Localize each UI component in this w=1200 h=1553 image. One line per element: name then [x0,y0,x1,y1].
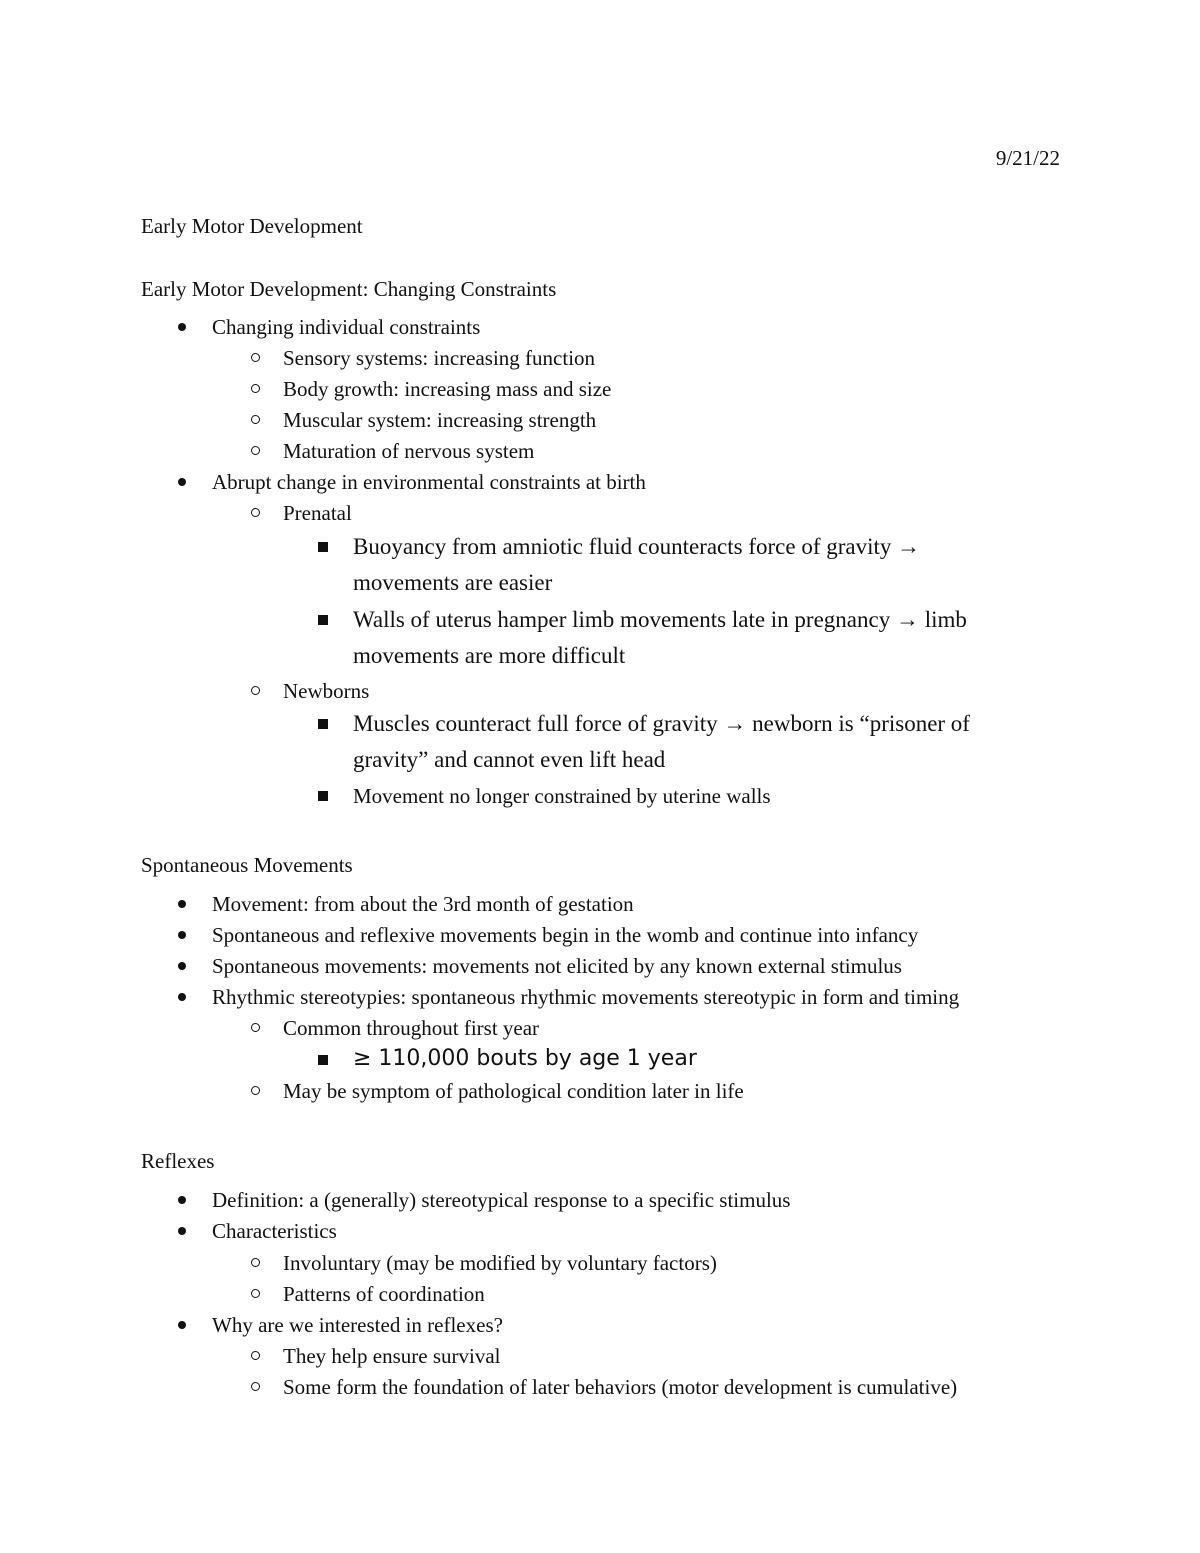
list-item [283,1372,957,1402]
bullet-disc-icon [178,931,186,939]
bullet-circle-icon [251,1258,260,1267]
list-item [283,1341,501,1371]
list-item-text: Prenatal [283,501,352,525]
list-item [283,1076,744,1106]
list-item [353,529,920,565]
bullet-disc-icon [178,1227,186,1235]
list-item-text: Characteristics [212,1219,337,1243]
document-title: Early Motor Development [141,214,363,238]
list-item [283,1279,485,1309]
list-item [353,706,970,742]
list-item [283,374,611,404]
list-item-text: Common throughout first year [283,1016,540,1040]
list-item [283,405,596,435]
list-item-text: Muscles counteract full force of gravity → newborn is “prisoner of [353,711,970,736]
bullet-circle-icon [251,1351,260,1360]
bullet-disc-icon [178,478,186,486]
bullet-circle-icon [251,384,260,393]
list-item-text: Why are we interested in reflexes? [212,1313,503,1337]
bullet-disc-icon [178,323,186,331]
list-item-text: Some form the foundation of later behaviors (motor development is cumulative) [283,1375,958,1399]
list-item-text: Changing individual constraints [212,315,481,339]
list-item [212,889,634,919]
bullet-circle-icon [251,353,260,362]
list-item-text: Abrupt change in environmental constraints at birth [212,470,646,494]
bullet-disc-icon [178,1321,186,1329]
list-item-text: ≥ 110,000 bouts by age 1 year [353,1046,697,1071]
list-item-continuation: gravity” and cannot even lift head [353,747,666,772]
list-item-text: Movement: from about the 3rd month of gestation [212,892,634,916]
list-item-text: Buoyancy from amniotic fluid counteracts force of gravity → [353,534,921,559]
bullet-circle-icon [251,446,260,455]
list-item-text: Involuntary (may be modified by voluntary factors) [283,1251,717,1275]
list-item [212,1185,790,1215]
bullet-circle-icon [251,1023,260,1032]
bullet-circle-icon [251,1289,260,1298]
list-item-text: Movement no longer constrained by uterine walls [353,784,771,808]
bullet-square-icon [318,719,328,729]
bullet-circle-icon [251,1382,260,1391]
bullet-circle-icon [251,1086,260,1095]
list-item [283,343,595,373]
bullet-square-icon [318,615,328,625]
list-item [283,436,534,466]
list-item-text: May be symptom of pathological condition later in life [283,1079,744,1103]
bullet-disc-icon [178,1196,186,1204]
list-item [353,781,771,811]
bullet-circle-icon [251,686,260,695]
list-item [283,1248,717,1278]
list-item-continuation: movements are more difficult [353,643,626,668]
list-item-text: Muscular system: increasing strength [283,408,597,432]
list-item [353,602,967,638]
bullet-disc-icon [178,900,186,908]
list-item-text: Definition: a (generally) stereotypical response to a specific stimulus [212,1188,791,1212]
list-item [212,982,959,1012]
list-item [283,676,369,706]
list-item-text: Rhythmic stereotypies: spontaneous rhythmic movements stereotypic in form and timing [212,985,960,1009]
date-label: 9/21/22 [995,146,1060,170]
list-item [212,312,480,342]
bullet-square-icon [318,1055,328,1065]
list-item-text: Maturation of nervous system [283,439,535,463]
list-item-continuation: movements are easier [353,570,553,595]
bullet-square-icon [318,542,328,552]
section-heading-spontaneous: Spontaneous Movements [141,853,353,877]
list-item-text: Newborns [283,679,370,703]
section-heading-reflexes: Reflexes [141,1149,215,1173]
list-item [212,920,918,950]
list-item [353,1044,697,1074]
bullet-circle-icon [251,415,260,424]
list-item [283,498,352,528]
list-item-text: They help ensure survival [283,1344,501,1368]
list-item [212,1310,503,1340]
list-item [212,467,646,497]
list-item [212,951,902,981]
section-heading-constraints: Early Motor Development: Changing Constraints [141,277,557,301]
bullet-disc-icon [178,993,186,1001]
bullet-circle-icon [251,508,260,517]
list-item [212,1216,337,1246]
list-item-text: Spontaneous and reflexive movements begin in the womb and continue into infancy [212,923,919,947]
bullet-disc-icon [178,962,186,970]
list-item-text: Body growth: increasing mass and size [283,377,612,401]
list-item-text: Walls of uterus hamper limb movements late in pregnancy → limb [353,607,967,632]
list-item-text: Sensory systems: increasing function [283,346,596,370]
list-item [283,1013,539,1043]
list-item-text: Patterns of coordination [283,1282,485,1306]
bullet-square-icon [318,791,328,801]
list-item-text: Spontaneous movements: movements not elicited by any known external stimulus [212,954,902,978]
